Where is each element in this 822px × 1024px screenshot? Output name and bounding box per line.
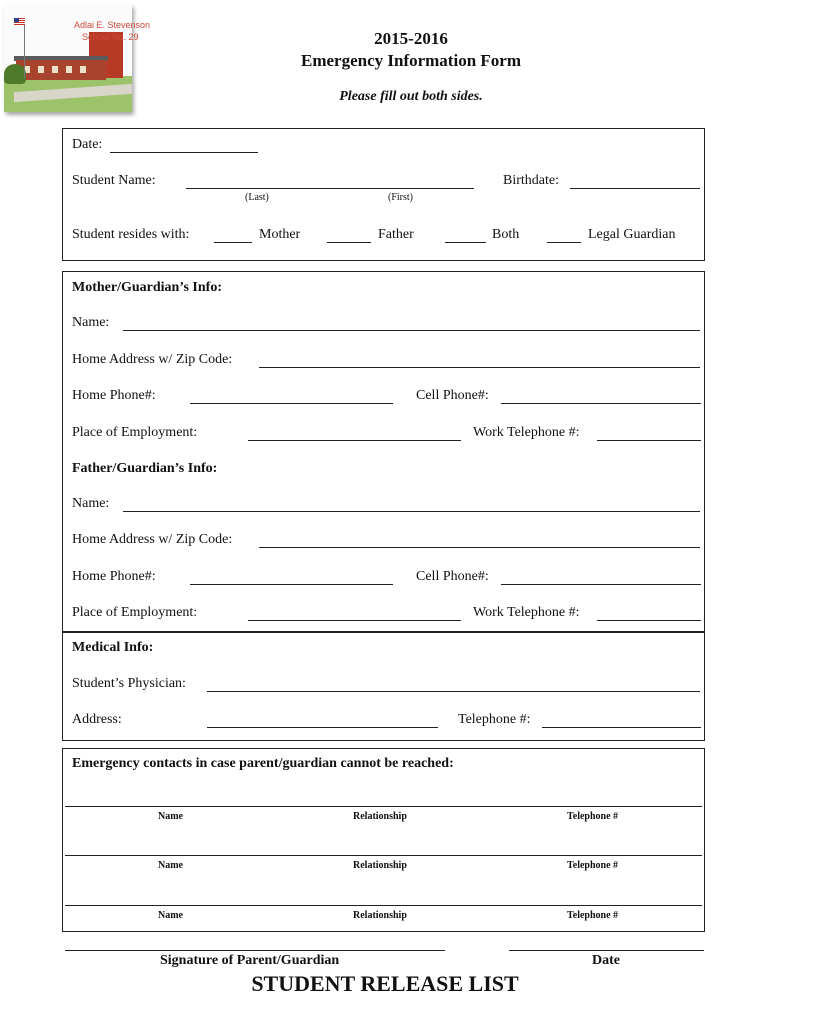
student-release-list-title: STUDENT RELEASE LIST <box>251 971 519 996</box>
emergency-heading: Emergency contacts in case parent/guardian cannot be reached: <box>72 756 454 771</box>
contact-1-relationship-col: Relationship <box>353 811 407 822</box>
father-home-phone-label: Home Phone#: <box>72 569 156 584</box>
father-name-field[interactable] <box>123 511 700 512</box>
option-father: Father <box>378 227 414 242</box>
contact-2-telephone-col: Telephone # <box>567 860 619 871</box>
student-name-label: Student Name: <box>72 173 156 188</box>
contact-1-telephone-col: Telephone # <box>567 811 619 822</box>
form-instruction: Please fill out both sides. <box>339 89 483 104</box>
parents-section <box>62 271 705 633</box>
mother-checkbox[interactable] <box>214 242 252 243</box>
father-address-field[interactable] <box>259 547 700 548</box>
mother-address-label: Home Address w/ Zip Code: <box>72 352 233 367</box>
father-cell-phone-field[interactable] <box>501 584 701 585</box>
medical-telephone-label: Telephone #: <box>458 712 531 727</box>
contact-2-name-col: Name <box>158 860 183 871</box>
father-work-tel-label: Work Telephone #: <box>473 605 580 620</box>
date-label: Date: <box>72 137 103 152</box>
mother-work-tel-field[interactable] <box>597 440 701 441</box>
contact-2-relationship-col: Relationship <box>353 860 407 871</box>
medical-address-field[interactable] <box>207 727 438 728</box>
both-checkbox[interactable] <box>445 242 486 243</box>
medical-telephone-field[interactable] <box>542 727 701 728</box>
contact-1-name-col: Name <box>158 811 183 822</box>
form-title: Emergency Information Form <box>300 51 521 70</box>
contact-3-telephone-col: Telephone # <box>567 910 619 921</box>
medical-heading: Medical Info: <box>72 640 154 655</box>
birthdate-field[interactable] <box>570 188 700 189</box>
signature-date-field[interactable] <box>509 950 704 951</box>
student-name-field[interactable] <box>186 188 474 189</box>
mother-home-phone-field[interactable] <box>190 403 393 404</box>
option-legal-guardian: Legal Guardian <box>588 227 676 242</box>
flag-icon <box>14 18 25 25</box>
father-employment-label: Place of Employment: <box>72 605 198 620</box>
logo-text-line2: School No. 29 <box>82 32 139 42</box>
birthdate-label: Birthdate: <box>503 173 559 188</box>
mother-home-phone-label: Home Phone#: <box>72 388 156 403</box>
legal-guardian-checkbox[interactable] <box>547 242 581 243</box>
father-heading: Father/Guardian’s Info: <box>72 461 218 476</box>
father-employment-field[interactable] <box>248 620 461 621</box>
form-year: 2015-2016 <box>374 29 448 48</box>
physician-label: Student’s Physician: <box>72 676 186 691</box>
first-hint: (First) <box>388 192 413 203</box>
mother-name-field[interactable] <box>123 330 700 331</box>
parent-signature-field[interactable] <box>65 950 445 951</box>
father-address-label: Home Address w/ Zip Code: <box>72 532 233 547</box>
option-mother: Mother <box>259 227 301 242</box>
father-home-phone-field[interactable] <box>190 584 393 585</box>
medical-address-label: Address: <box>72 712 122 727</box>
father-cell-phone-label: Cell Phone#: <box>416 569 489 584</box>
mother-address-field[interactable] <box>259 367 700 368</box>
parent-signature-label: Signature of Parent/Guardian <box>160 953 340 968</box>
mother-name-label: Name: <box>72 315 110 330</box>
mother-heading: Mother/Guardian’s Info: <box>72 280 222 295</box>
mother-employment-field[interactable] <box>248 440 461 441</box>
signature-date-label: Date <box>592 953 620 968</box>
mother-cell-phone-field[interactable] <box>501 403 701 404</box>
father-name-label: Name: <box>72 496 110 511</box>
date-field[interactable] <box>110 152 258 153</box>
contact-3-relationship-col: Relationship <box>353 910 407 921</box>
physician-field[interactable] <box>207 691 700 692</box>
option-both: Both <box>492 227 520 242</box>
emergency-contact-row-1[interactable] <box>65 806 702 807</box>
contact-3-name-col: Name <box>158 910 183 921</box>
resides-label: Student resides with: <box>72 227 190 242</box>
father-work-tel-field[interactable] <box>597 620 701 621</box>
last-hint: (Last) <box>245 192 269 203</box>
mother-employment-label: Place of Employment: <box>72 425 198 440</box>
emergency-contact-row-2[interactable] <box>65 855 702 856</box>
emergency-contact-row-3[interactable] <box>65 905 702 906</box>
mother-cell-phone-label: Cell Phone#: <box>416 388 489 403</box>
father-checkbox[interactable] <box>327 242 371 243</box>
mother-work-tel-label: Work Telephone #: <box>473 425 580 440</box>
logo-text-line1: Adlai E. Stevenson <box>74 20 151 30</box>
